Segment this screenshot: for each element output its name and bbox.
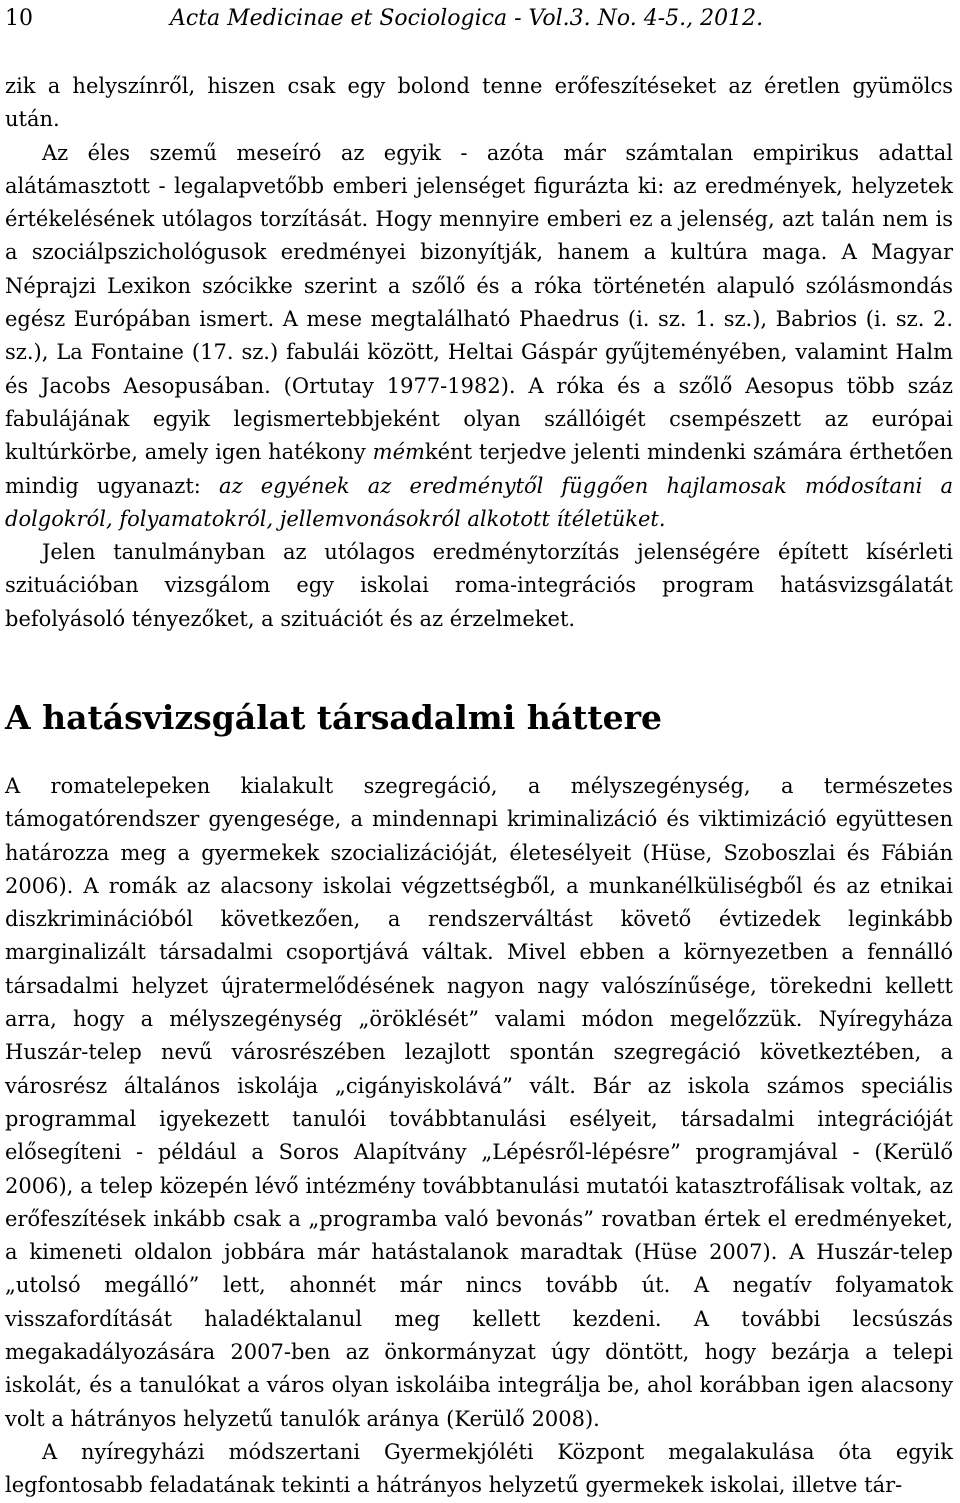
paragraph: [5, 536, 953, 636]
emphasis-text: az egyének az eredménytől függően hajlamosak módosítani a dolgokról, folyamatokról, jellemvonásokról alkotott ítéletüket.: [5, 473, 953, 531]
paragraph: [5, 137, 953, 537]
running-header: [5, 2, 953, 36]
text-run: ként terjedve jelenti mindenki számára érthetően mindig ugyanazt:: [5, 440, 954, 498]
text-run: A romatelepeken kialakult szegregáció, a mélyszegénység, a természetes támogatórendszer gyengesége, a mindennapi kriminalizáció és viktimizáció együttesen határozza meg a gyermekek szocializációját, életesélyeit (Hüse, Szoboszlai és Fábián 2006). A romák az alacsony iskolai végzettségből, a munkanélküliségből és az etnikai diszkriminációból következően, a rendszerváltást követő évtizedek leginkább marginalizált társadalmi csoportjává váltak. Mivel ebben a környezetben a fennálló társadalmi helyzet újratermelődésének nagyon nagy valószínűsége, törekedni kellett arra, hogy a mélyszegénység „öröklését” valami módon megelőzzük. Nyíregyháza Huszár-telep nevű városrészében lezajlott spontán szegregáció következtében, a városrész általános iskolája „cigányiskolává” vált. Bár az iskola számos speciális programmal igyekezett tanulói továbbtanulási esélyeit, társadalmi integrációját elősegíteni - például a Soros Alapítvány „Lépésről-lépésre” programjával - (Kerülő 2006), a telep közepén lévő intézmény továbbtanulási mutatói katasztrofálisak voltak, az erőfeszítések inkább csak a „programba való bevonás” rovatban értek el eredményeket, a kimeneti oldalon jobbára már hatástalanok maradtak (Hüse 2007). A Huszár-telep „utolsó megálló” lett, ahonnét már nincs tovább út. A negatív folyamatok visszafordítását haladéktalanul meg kellett kezdeni. A további lecsúszás megakadályozására 2007-ben az önkormányzat úgy döntött, hogy bezárja a telepi iskolát, és a tanulókat a város olyan iskoláiba integrálja be, ahol korábban igen alacsony volt a hátrányos helyzetű tanulók aránya (Kerülő 2008).: [5, 774, 953, 1431]
emphasis-text: mém: [372, 440, 425, 465]
paragraph: [5, 1436, 953, 1503]
body-text-bottom: [5, 770, 953, 1503]
journal-title: Acta Medicinae et Sociologica - Vol.3. No. 4-5., 2012.: [170, 6, 764, 31]
section-heading: A hatásvizsgálat társadalmi háttere: [5, 698, 662, 737]
body-text-top: [5, 70, 953, 636]
text-run: A nyíregyházi módszertani Gyermekjóléti Központ megalakulása óta egyik legfontosabb feladatának tekinti a hátrányos helyzetű gyermekek iskolai, illetve tár-: [5, 1439, 953, 1498]
text-run: zik a helyszínről, hiszen csak egy bolond tenne erőfeszítéseket az éretlen gyümölcs után.: [5, 74, 953, 132]
text-run: Az éles szemű meseíró az egyik - azóta már számtalan empirikus adattal alátámasztott - legalapvetőbb emberi jelenséget figurázta ki: az eredmények, helyzetek értékelésének utólagos torzítását. Hogy mennyire emberi ez a jelenség, azt talán nem is a szociálpszichológusok eredményei bizonyítják, hanem a kultúra maga. A Magyar Néprajzi Lexikon szócikke szerint a szőlő és a róka történetén alapuló szólásmondás egész Európában ismert. A mese megtalálható Phaedrus (i. sz. 1. sz.), Babrios (i. sz. 2. sz.), La Fontaine (17. sz.) fabulái között, Heltai Gáspár gyűjteményében, valamint Halm és Jacobs Aesopusában. (Ortutay 1977-1982). A róka és a szőlő Aesopus több száz fabulájának egyik legismertebbjeként olyan szállóigét csempészett az európai kultúrkörbe, amely igen hatékony: [5, 140, 953, 465]
page-number: 10: [5, 6, 33, 31]
paragraph: [5, 770, 953, 1436]
paragraph: [5, 70, 953, 137]
text-run: Jelen tanulmányban az utólagos eredménytorzítás jelenségére épített kísérleti szituációban vizsgálom egy iskolai roma-integrációs program hatásvizsgálatát befolyásoló tényezőket, a szituációt és az érzelmeket.: [5, 540, 953, 631]
